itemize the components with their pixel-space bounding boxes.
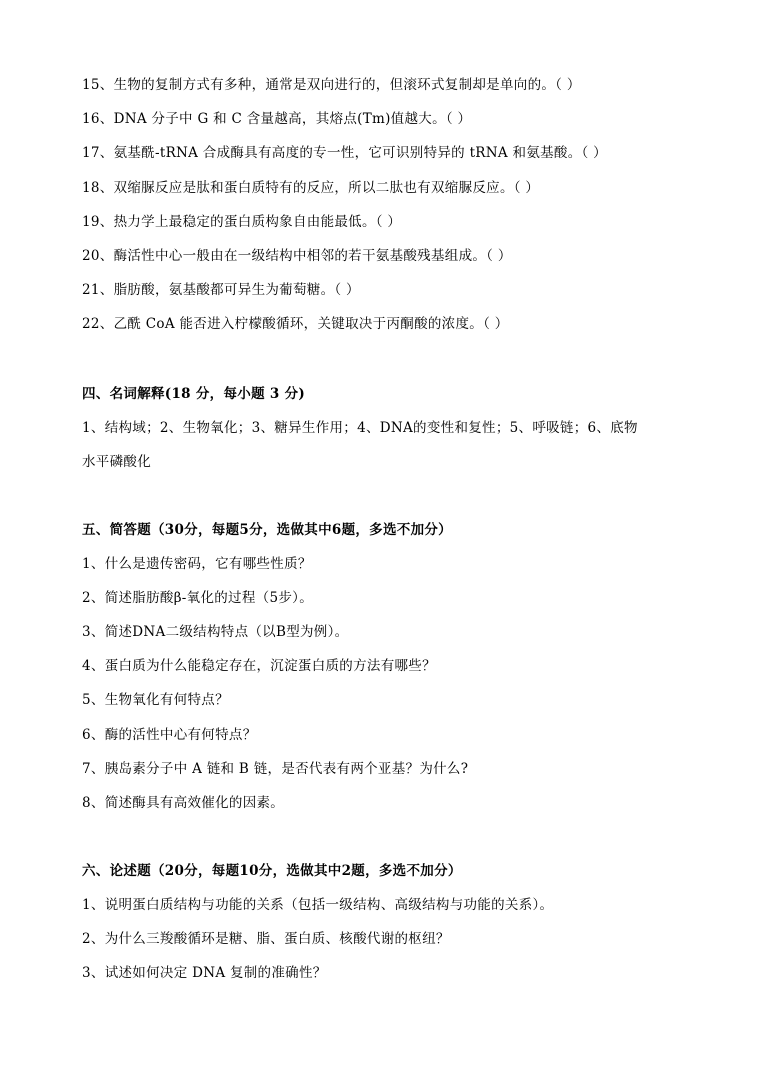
section-5-question-3: 3、简述DNA二级结构特点（以B型为例）。 xyxy=(82,624,349,640)
section-5-question-1: 1、什么是遗传密码，它有哪些性质？ xyxy=(82,556,312,572)
section-5-question-2: 2、简述脂肪酸β-氧化的过程（5步）。 xyxy=(82,590,313,606)
judgement-item-15: 15、生物的复制方式有多种，通常是双向进行的，但滚环式复制却是单向的。（ ） xyxy=(82,77,581,93)
judgement-item-22: 22、乙酰 CoA 能否进入柠檬酸循环，关键取决于丙酮酸的浓度。（ ） xyxy=(82,316,509,332)
section-5-question-6: 6、酶的活性中心有何特点？ xyxy=(82,727,257,743)
section-6-question-2: 2、为什么三羧酸循环是糖、脂、蛋白质、核酸代谢的枢纽？ xyxy=(82,931,450,947)
judgement-item-21: 21、脂肪酸，氨基酸都可异生为葡萄糖。（ ） xyxy=(82,282,360,298)
section-5-heading: 五、简答题（30分，每题5分，选做其中6题，多选不加分） xyxy=(82,522,452,538)
section-4-heading: 四、名词解释(18 分，每小题 3 分) xyxy=(82,386,306,402)
section-5-question-5: 5、生物氧化有何特点？ xyxy=(82,692,229,708)
judgement-item-16: 16、DNA 分子中 G 和 C 含量越高，其熔点(Tm)值越大。（ ） xyxy=(82,111,472,127)
section-5-question-4: 4、蛋白质为什么能稳定存在，沉淀蛋白质的方法有哪些？ xyxy=(82,658,436,674)
section-6-heading: 六、论述题（20分，每题10分，选做其中2题，多选不加分） xyxy=(82,863,462,879)
section-6-question-1: 1、说明蛋白质结构与功能的关系（包括一级结构、高级结构与功能的关系）。 xyxy=(82,897,554,913)
section-6-question-3: 3、试述如何决定 DNA 复制的准确性？ xyxy=(82,965,327,981)
section-5-question-8: 8、简述酶具有高效催化的因素。 xyxy=(82,795,285,811)
judgement-item-18: 18、双缩脲反应是肽和蛋白质特有的反应，所以二肽也有双缩脲反应。（ ） xyxy=(82,180,540,196)
judgement-item-17: 17、氨基酰-tRNA 合成酶具有高度的专一性，它可识别特异的 tRNA 和氨基酸。（ ） xyxy=(82,145,607,161)
judgement-item-20: 20、酶活性中心一般由在一级结构中相邻的若干氨基酸残基组成。（ ） xyxy=(82,248,512,264)
section-5-question-7: 7、胰岛素分子中 A 链和 B 链，是否代表有两个亚基？为什么? xyxy=(82,761,469,777)
section-4-terms-line-2: 水平磷酸化 xyxy=(82,454,151,470)
section-4-terms-line-1: 1、结构域；2、生物氧化；3、糖异生作用；4、DNA的变性和复性；5、呼吸链；6、底物 xyxy=(82,420,638,436)
judgement-item-19: 19、热力学上最稳定的蛋白质构象自由能最低。（ ） xyxy=(82,214,402,230)
